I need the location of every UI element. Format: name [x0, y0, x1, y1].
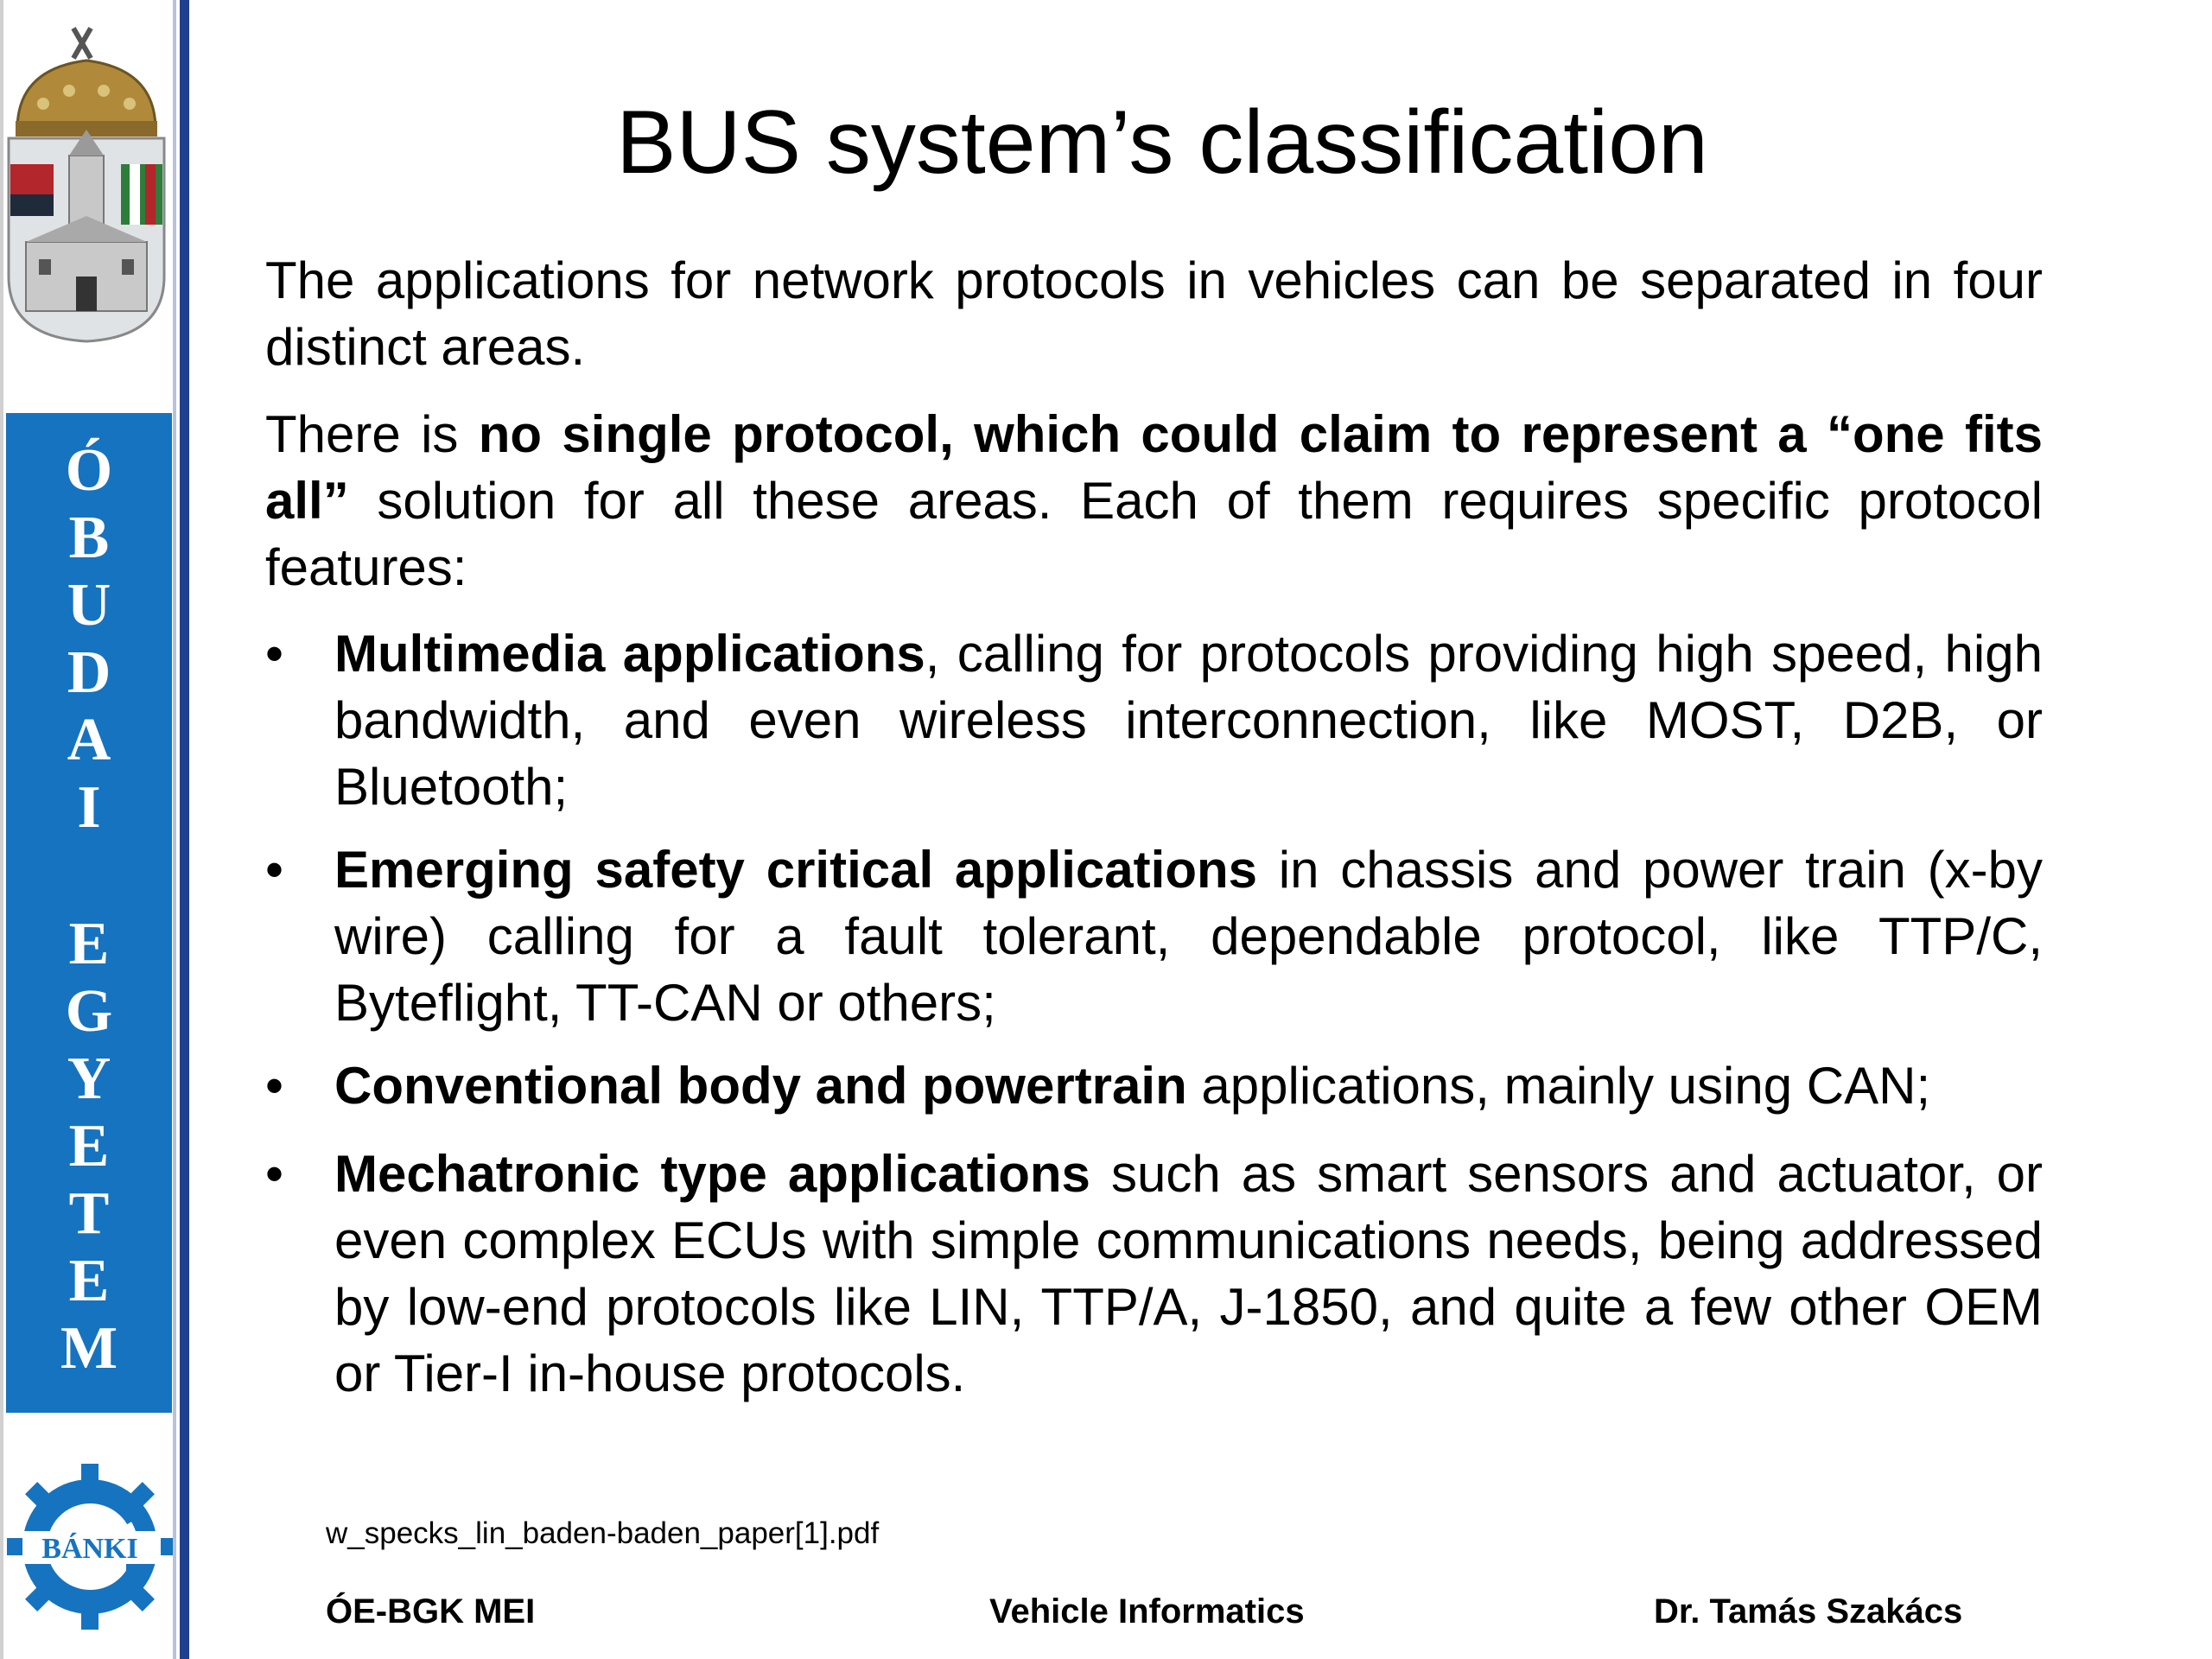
paragraph-text: solution for all these areas. Each of them requires specific protocol features:: [265, 472, 2043, 596]
footer-author: Dr. Tamás Szakács: [1654, 1592, 1963, 1630]
bullet-dot-icon: •: [265, 625, 284, 683]
bullet-dot-icon: •: [265, 841, 284, 899]
intro-paragraph: The applications for network protocols in vehicles can be separated in four distinct areas.: [265, 251, 2043, 376]
sidebar: [0, 0, 192, 1659]
banki-gear-logo: [3, 1460, 176, 1633]
bullet-dot-icon: •: [265, 1145, 284, 1203]
bullet-bold-text: Mechatronic type applications: [334, 1145, 1090, 1203]
footer-course: Vehicle Informatics: [989, 1592, 1305, 1630]
uni-letter: G: [65, 978, 113, 1045]
uni-letter: A: [67, 707, 111, 773]
university-name-band: [6, 413, 172, 1413]
footer-institute: ÓE-BGK MEI: [326, 1592, 536, 1630]
second-paragraph: [265, 401, 2043, 601]
uni-letter: E: [68, 1248, 110, 1314]
bullet-text: in chassis and power train (x-by wire) calling for a fault tolerant, dependable protocol, like TTP/C, Byteflight, TT-CAN or others;: [334, 841, 2043, 1032]
sidebar-rule-gray: [173, 0, 176, 1659]
university-crest-logo: [0, 17, 173, 346]
bullet-bold-text: Emerging safety critical applications: [334, 841, 1257, 899]
paragraph-text: There is: [265, 405, 479, 463]
uni-letter: B: [68, 505, 110, 571]
bullet-dot-icon: •: [265, 1057, 284, 1115]
source-reference: w_specks_lin_baden-baden_paper[1].pdf: [326, 1516, 880, 1550]
paragraph-bold-text: no single protocol, which could claim to represent a “one fits all”: [265, 405, 2043, 530]
uni-letter: I: [77, 774, 101, 841]
bullet-text: such as smart sensors and actuator, or even complex ECUs with simple communications needs, being addressed by low-end protocols like LIN, TTP/A, J-1850, and quite a few other OEM or Tier-I in-house protocols.: [334, 1145, 2043, 1402]
uni-letter: U: [67, 572, 111, 639]
bullet-bold-text: Multimedia applications: [334, 625, 925, 683]
uni-letter: M: [60, 1315, 118, 1382]
bullet-text: , calling for protocols providing high speed, high bandwidth, and even wireless interconnection, like MOST, D2B, or Bluetooth;: [334, 625, 2043, 816]
bullet-text: applications, mainly using CAN;: [1186, 1057, 1931, 1115]
slide-title: BUS system’s classification: [616, 92, 1708, 193]
bullet-bold-text: Conventional body and powertrain: [334, 1057, 1187, 1115]
uni-letter-gap: [6, 842, 172, 911]
uni-letter: E: [68, 1113, 110, 1179]
banki-logo-text: BÁNKI: [41, 1533, 138, 1565]
uni-letter: D: [67, 639, 111, 706]
uni-letter: Y: [67, 1046, 111, 1112]
sidebar-rule-blue: [180, 0, 189, 1659]
uni-letter: E: [68, 911, 110, 977]
uni-letter: T: [68, 1180, 110, 1247]
uni-letter: Ó: [65, 437, 113, 504]
